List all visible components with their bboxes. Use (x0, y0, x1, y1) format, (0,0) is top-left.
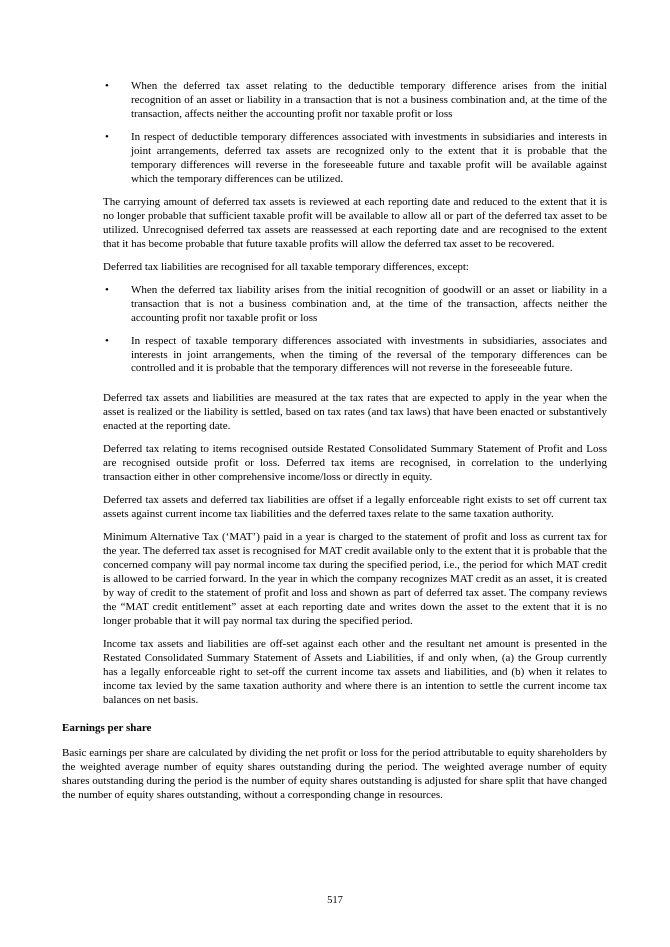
bullet-text: In respect of deductible temporary differences associated with investments in subsidiaries and interests in joint arrangements, deferred tax assets are recognized only to the extent that it is probable that the temporary differences will reverse in the foreseeable future and taxable profit will be available against which the temporary differences can be utilized. (131, 130, 607, 185)
body-paragraph: Income tax assets and liabilities are off-set against each other and the resultant net amount is presented in the Restated Consolidated Summary Statement of Assets and Liabilities, if and only when, (a) the Group currently has a legally enforceable right to set-off the current income tax assets and liabilities, and (b) when it relates to income tax levied by the same taxation authority and where there is an intention to settle the current income tax balances on net basis. (103, 637, 607, 706)
bullet-text: In respect of taxable temporary differences associated with investments in subsidiaries, associates and interests in joint arrangements, when the timing of the reversal of the temporary differences can be controlled and it is probable that the temporary differences will not reverse in the foreseeable future. (131, 334, 607, 375)
body-paragraph: Deferred tax assets and liabilities are measured at the tax rates that are expected to apply in the year when the asset is realized or the liability is settled, based on tax rates (and tax laws) that have been enacted or substantively enacted at the reporting date. (103, 392, 607, 433)
bullet-item (105, 80, 607, 122)
section-heading: Earnings per share (62, 721, 152, 734)
body-paragraph: Minimum Alternative Tax (‘MAT’) paid in a year is charged to the statement of profit and loss as current tax for the year. The deferred tax asset is recognised for MAT credit available only to the extent that it is probable that the concerned company will pay normal income tax during the specified period, i.e., the period for which MAT credit is allowed to be carried forward. In the year in which the company recognizes MAT credit as an asset, it is created by way of credit to the statement of profit and loss and shown as part of deferred tax asset. The company reviews the “MAT credit entitlement” asset at each reporting date and writes down the asset to the extent that it is no longer probable that it will pay normal tax during the specified period. (103, 531, 607, 627)
page-content (62, 80, 607, 812)
bullet-item (105, 131, 607, 187)
body-paragraph: The carrying amount of deferred tax assets is reviewed at each reporting date and reduced to the extent that it is no longer probable that sufficient taxable profit will be available to allow all or part of the deferred tax asset to be utilized. Unrecognised deferred tax assets are reassessed at each reporting date and are recognised to the extent that it has become probable that future taxable profits will allow the deferred tax asset to be recovered. (103, 195, 607, 250)
bullet-text: When the deferred tax asset relating to the deductible temporary difference arises from the initial recognition of an asset or liability in a transaction that is not a business combination and, at the time of the transaction, affects neither the accounting profit nor taxable profit or loss (131, 80, 607, 120)
bullet-marker: • (105, 283, 109, 296)
body-paragraph: Deferred tax relating to items recognised outside Restated Consolidated Summary Statement of Profit and Loss are recognised outside profit or loss. Deferred tax items are recognised, in correlation to the underlying transaction either in other comprehensive income/loss or directly in equity. (103, 443, 607, 484)
page-number: 517 (327, 894, 343, 906)
body-paragraph: Basic earnings per share are calculated by dividing the net profit or loss for the period attributable to equity shareholders by the weighted average number of equity shares outstanding during the period. The weighted average number of equity shares outstanding during the period is the number of equity shares outstanding is adjusted for share split that have changed the number of equity shares outstanding, without a corresponding change in resources. (62, 746, 607, 801)
bullet-marker: • (105, 80, 109, 92)
bullet-item (105, 284, 607, 326)
body-paragraph: Deferred tax liabilities are recognised for all taxable temporary differences, except: (103, 260, 469, 273)
bullet-item (105, 335, 607, 377)
body-paragraph: Deferred tax assets and deferred tax liabilities are offset if a legally enforceable right exists to set off current tax assets against current income tax liabilities and the deferred taxes relate to the same taxation authority. (103, 494, 607, 521)
bullet-text: When the deferred tax liability arises from the initial recognition of goodwill or an asset or liability in a transaction that is not a business combination and, at the time of the transaction, affects neither the accounting profit nor taxable profit or loss (131, 283, 607, 324)
bullet-marker: • (105, 334, 109, 347)
bullet-marker: • (105, 130, 109, 143)
